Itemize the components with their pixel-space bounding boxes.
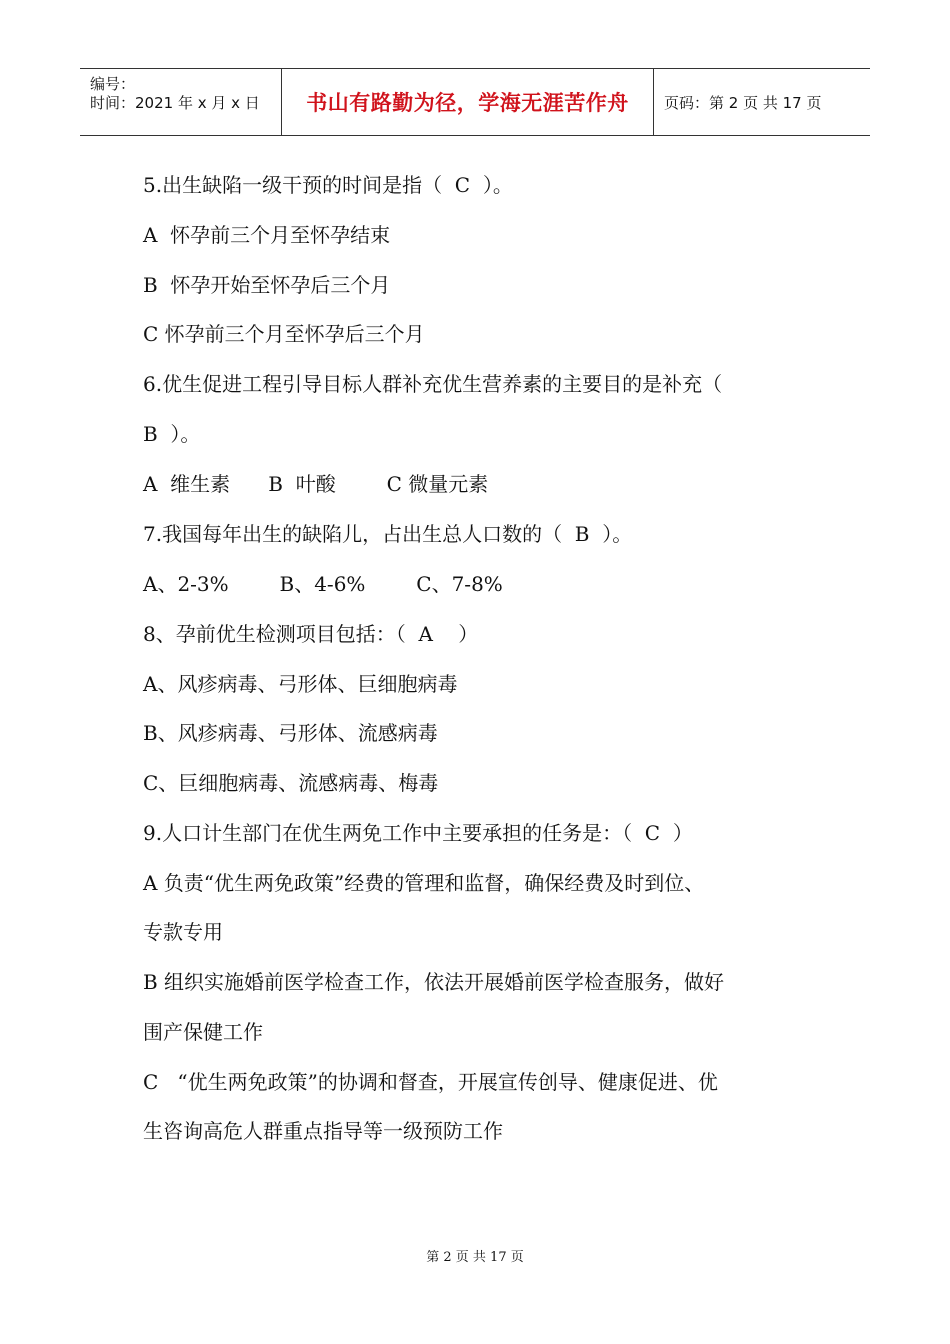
question-8: 8、孕前优生检测项目包括：（ A ） <box>143 622 479 646</box>
question-5-option-b: B 怀孕开始至怀孕后三个月 <box>143 273 391 297</box>
header-info-cell <box>80 69 282 135</box>
question-9-option-c-cont: 生咨询高危人群重点指导等一级预防工作 <box>143 1119 503 1143</box>
question-5-option-a: A 怀孕前三个月至怀孕结束 <box>143 223 391 247</box>
question-9-option-a-cont: 专款专用 <box>143 920 223 944</box>
question-9-option-b: B 组织实施婚前医学检查工作，依法开展婚前医学检查服务，做好 <box>143 970 725 994</box>
question-9-option-c: C “优生两免政策”的协调和督查，开展宣传创导、健康促进、优 <box>143 1070 718 1094</box>
question-9: 9.人口计生部门在优生两免工作中主要承担的任务是：（ C ） <box>143 821 693 845</box>
header-page-cell <box>654 69 870 135</box>
question-6-answer: B ）。 <box>143 422 201 446</box>
question-9-option-a: A 负责“优生两免政策”经费的管理和监督，确保经费及时到位、 <box>143 871 705 895</box>
document-time-label: 时间：2021 年 x 月 x 日 <box>90 94 260 112</box>
header-motto: 书山有路勤为径，学海无涯苦作舟 <box>306 91 629 115</box>
question-6: 6.优生促进工程引导目标人群补充优生营养素的主要目的是补充（ <box>143 372 723 396</box>
question-5-option-c: C 怀孕前三个月至怀孕后三个月 <box>143 322 425 346</box>
question-8-option-a: A、风疹病毒、弓形体、巨细胞病毒 <box>143 672 458 696</box>
question-7: 7.我国每年出生的缺陷儿，占出生总人口数的（ B ）。 <box>143 522 633 546</box>
header-page-number: 页码：第 2 页 共 17 页 <box>664 93 822 112</box>
header-motto-cell <box>282 69 654 135</box>
question-6-options: A 维生素 B 叶酸 C 微量元素 <box>143 472 489 496</box>
page-header <box>80 68 870 136</box>
document-number-label: 编号： <box>90 75 136 93</box>
question-8-option-b: B、风疹病毒、弓形体、流感病毒 <box>143 721 438 745</box>
question-9-option-b-cont: 围产保健工作 <box>143 1020 263 1044</box>
question-8-option-c: C、巨细胞病毒、流感病毒、梅毒 <box>143 771 439 795</box>
page-footer: 第 2 页 共 17 页 <box>426 1250 524 1265</box>
question-7-options: A、2-3% B、4-6% C、7-8% <box>143 572 503 596</box>
question-5: 5.出生缺陷一级干预的时间是指（ C ）。 <box>143 173 513 197</box>
